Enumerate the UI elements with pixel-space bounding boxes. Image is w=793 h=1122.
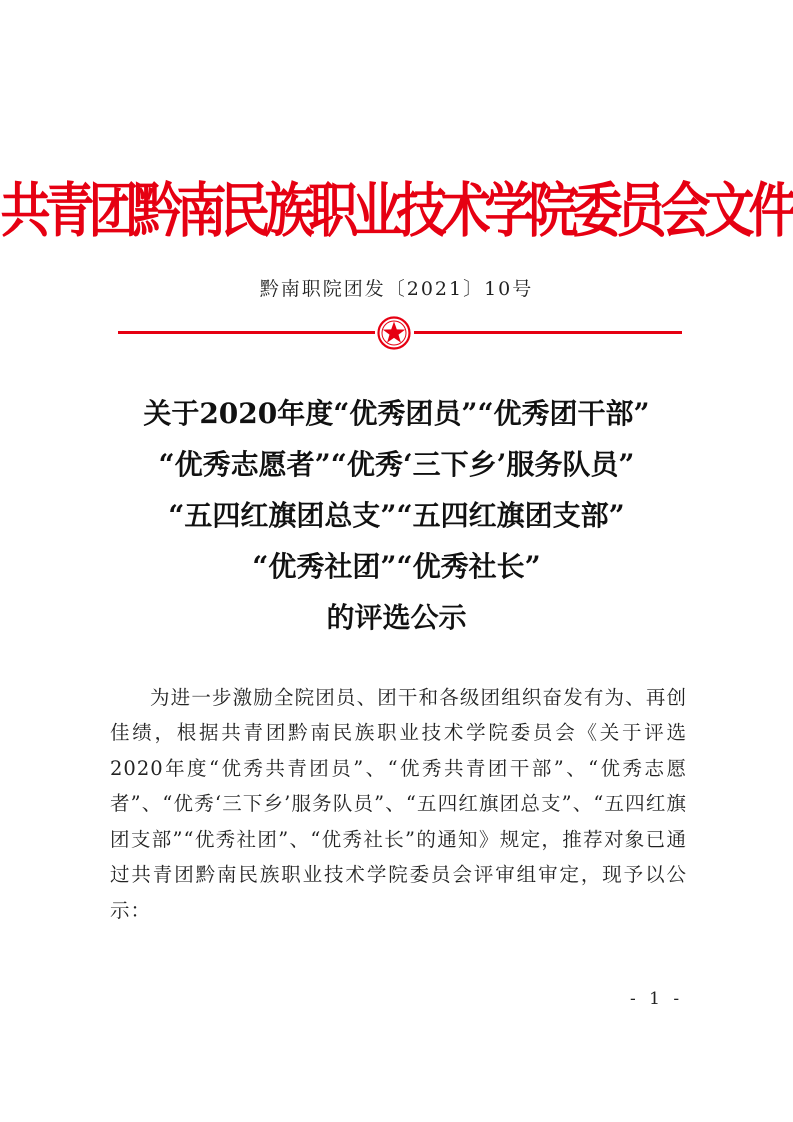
header-divider-right [414, 331, 682, 334]
red-star-emblem-icon [377, 316, 411, 350]
notice-title-line: “优秀志愿者”“优秀‘三下乡’服务队员” [158, 448, 635, 481]
page-number: - 1 - [630, 989, 684, 1009]
document-header-title: 共青团黔南民族职业技术学院委员会文件 [0, 176, 793, 245]
header-divider-left [118, 331, 375, 334]
notice-title-line: 关于2020年度“优秀团员”“优秀团干部” [143, 397, 650, 430]
notice-title-line: “五四红旗团总支”“五四红旗团支部” [168, 499, 625, 532]
notice-title-line: 的评选公示 [326, 601, 467, 634]
notice-body-paragraph: 为进一步激励全院团员、团干和各级团组织奋发有为、再创佳绩，根据共青团黔南民族职业技术学院委员会《关于评选2020年度“优秀共青团员”、“优秀共青团干部”、“优秀志愿者”、“优秀‘三下乡’服务队员”、“五四红旗团总支”、“五四红旗团支部”“优秀社团”、“优秀社长”的通知》规定，推荐对象已通过共青团黔南民族职业技术学院委员会评审组审定，现予以公示： [110, 685, 687, 922]
document-number: 黔南职院团发〔2021〕10号 [259, 278, 534, 300]
notice-title-line: “优秀社团”“优秀社长” [252, 550, 541, 583]
notice-title [60, 388, 733, 643]
